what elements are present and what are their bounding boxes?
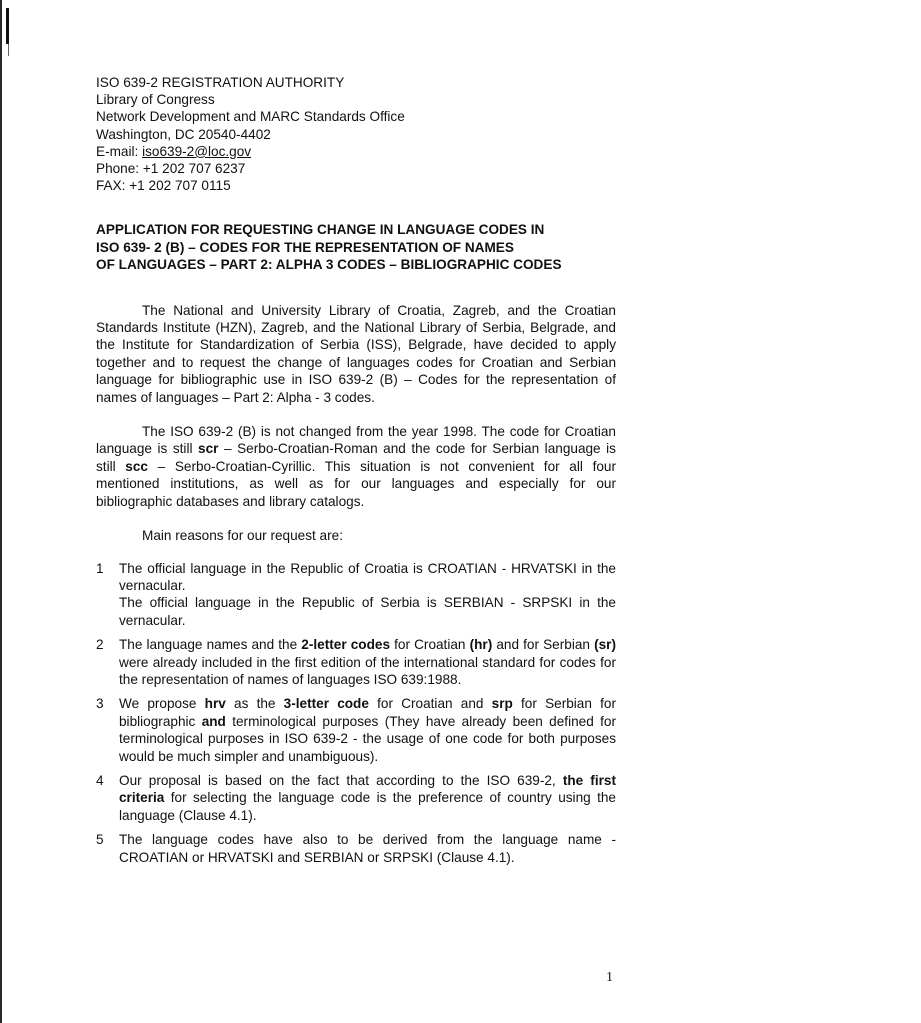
reason-text: The language names and the <box>119 637 302 653</box>
code-hrv: hrv <box>204 696 226 712</box>
p2-text-a: The ISO 639-2 (B) is not changed from the year 1998. The code for Croatian language is still <box>96 424 616 457</box>
address-line-email <box>96 143 616 160</box>
reason-text: for Croatian and <box>368 696 492 712</box>
reason-item <box>96 695 616 765</box>
title-line-3: OF LANGUAGES – PART 2: ALPHA 3 CODES – BIBLIOGRAPHIC CODES <box>96 257 562 273</box>
reason-body <box>119 636 616 688</box>
code-scc: scc <box>125 458 148 474</box>
reason-bold: 2-letter codes <box>301 637 391 653</box>
scan-mark <box>6 8 9 44</box>
document-page <box>96 74 616 873</box>
paragraph-status <box>96 423 616 510</box>
title-line-1: APPLICATION FOR REQUESTING CHANGE IN LANGUAGE CODES IN <box>96 222 545 238</box>
address-line-fax: FAX: +1 202 707 0115 <box>96 178 231 194</box>
reason-body: The language codes have also to be derived from the language name - CROATIAN or HRVATSKI and SERBIAN or SRPSKI (Clause 4.1). <box>119 832 616 865</box>
code-scr: scr <box>198 441 219 457</box>
page-number: 1 <box>606 970 613 985</box>
email-link[interactable]: iso639-2@loc.gov <box>142 143 252 159</box>
address-block <box>96 74 616 194</box>
reason-text: Our proposal is based on the fact that according to the ISO 639-2, <box>119 772 563 788</box>
reasons-list <box>96 560 616 867</box>
paragraph-intro: The National and University Library of Croatia, Zagreb, and the Croatian Standards Institute (HZN), Zagreb, and the National Library of Serbia, Belgrade, and the Institute for Standardization of Serbia (ISS), Belgrade, have decided to apply together and to request the change of languages codes for Croatian and Serbian language for bibliographic use in ISO 639-2 (B) – Codes for the representation of names of languages – Part 2: Alpha - 3 codes. <box>96 302 616 405</box>
address-line-city: Washington, DC 20540-4402 <box>96 126 271 142</box>
reason-item <box>96 772 616 824</box>
reason-text: and for Serbian <box>492 637 595 653</box>
reason-number: 2 <box>96 637 104 653</box>
reason-1-croatia: The official language in the Republic of Croatia is CROATIAN - HRVATSKI in the vernacular. <box>119 560 616 593</box>
reason-body <box>119 772 616 824</box>
scan-mark-tail <box>8 44 9 56</box>
reason-number: 3 <box>96 696 104 712</box>
reason-number: 4 <box>96 772 104 788</box>
reasons-intro: Main reasons for our request are: <box>142 528 343 544</box>
reason-text: as the <box>225 696 284 712</box>
title-line-2: ISO 639- 2 (B) – CODES FOR THE REPRESENTATION OF NAMES <box>96 239 514 255</box>
reason-body <box>119 560 616 630</box>
reason-number: 5 <box>96 832 104 848</box>
address-line-authority: ISO 639-2 REGISTRATION AUTHORITY <box>96 75 345 90</box>
address-line-library: Library of Congress <box>96 92 215 108</box>
reason-number: 1 <box>96 560 104 576</box>
address-line-office: Network Development and MARC Standards Office <box>96 109 405 125</box>
p2-text-e: – Serbo-Croatian-Cyrillic. This situation is not convenient for all four mentioned institutions, as well as for our languages and especially for our bibliographic databases and library catalogs. <box>96 458 616 509</box>
reason-text: were already included in the first edition of the international standard for codes for the representation of names of languages ISO 639:1988. <box>119 654 616 687</box>
code-srp: srp <box>491 696 513 712</box>
reason-text: for selecting the language code is the preference of country using the language (Clause 4.1). <box>119 790 616 823</box>
reason-bold: 3-letter code <box>283 696 369 712</box>
reason-1-serbia: The official language in the Republic of Serbia is SERBIAN - SRPSKI in the vernacular. <box>119 595 616 628</box>
reason-text: We propose <box>119 696 205 712</box>
reason-text: terminological purposes (They have already been defined for terminological purposes in ISO 639-2 - the usage of one code for both purposes would be much simpler and unambiguous). <box>119 713 616 764</box>
reason-text: for Serbian for bibliographic <box>119 696 616 729</box>
address-line-phone: Phone: +1 202 707 6237 <box>96 161 246 177</box>
code-hr: (hr) <box>469 637 493 653</box>
reason-body <box>119 695 616 765</box>
reason-item <box>96 560 616 630</box>
p2-text-c: – Serbo-Croatian-Roman and the code for Serbian language is still <box>96 441 616 474</box>
reason-bold: the first criteria <box>119 772 616 806</box>
code-sr: (sr) <box>594 637 616 653</box>
email-label: E-mail: <box>96 143 143 159</box>
reason-item <box>96 636 616 688</box>
scan-edge <box>0 0 2 1023</box>
reason-text: for Croatian <box>390 637 470 653</box>
reason-bold: and <box>201 713 226 729</box>
reason-item <box>96 831 616 866</box>
application-title <box>96 221 616 273</box>
